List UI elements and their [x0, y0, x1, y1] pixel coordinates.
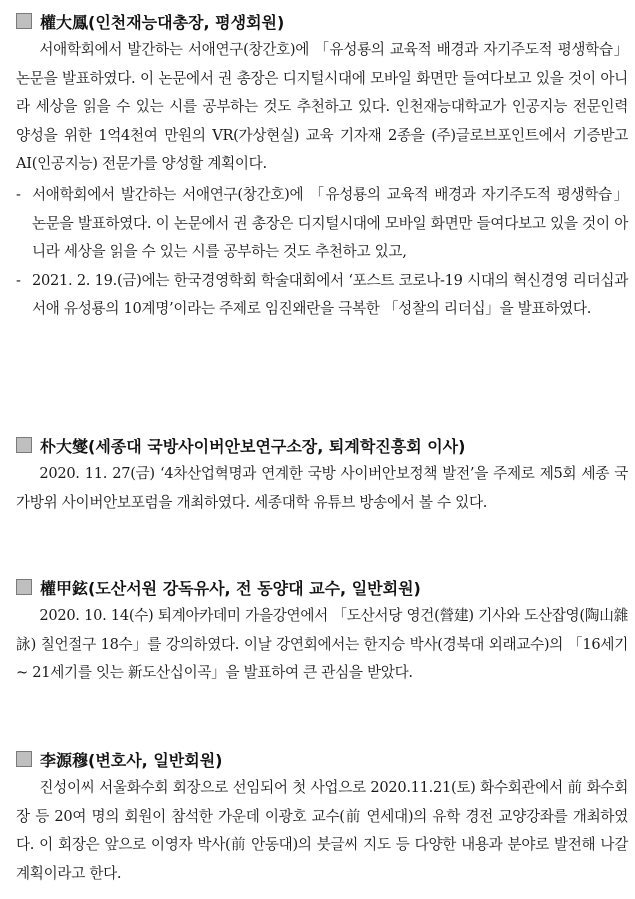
list-item-text: 서애학회에서 발간하는 서애연구(창간호)에 「유성룡의 교육적 배경과 자기주도적 평생학습」 논문을 발표하였다. 이 논문에서 권 총장은 디지털시대에 모바일 화면만 들여다보고 있을 것이 아니라 세상을 읽을 수 있는 시를 공부하는 것도 추천하고 있고,	[32, 185, 628, 261]
member-news-section-1	[16, 8, 628, 324]
list-item	[16, 267, 628, 324]
section-heading	[16, 574, 628, 600]
gray-square-bullet-icon	[16, 13, 32, 29]
section-heading-text: 朴大燮(세종대 국방사이버안보연구소장, 퇴계학진흥회 이사)	[40, 436, 466, 456]
section-paragraph: 진성이씨 서울화수회 회장으로 선임되어 첫 사업으로 2020.11.21(토) 화수회관에서 前 화수회장 등 20여 명의 회원이 참석한 가운데 이광호 교수(前 연세대)의 유학 경전 교양강좌를 개최하였다. 이 회장은 앞으로 이영자 박사(前 안동대)의 붓글씨 지도 등 다양한 내용과 분야로 발전해 나갈 계획이라고 한다.	[16, 779, 628, 882]
member-news-section-3	[16, 574, 628, 688]
section-heading-text: 權甲鉉(도산서원 강독유사, 전 동양대 교수, 일반회원)	[40, 578, 421, 598]
section-paragraph: 2020. 11. 27(금) ‘4차산업혁명과 연계한 국방 사이버안보정책 발전’을 주제로 제5회 세종 국가방위 사이버안보포럼을 개최하였다. 세종대학 유튜브 방송에서 볼 수 있다.	[16, 465, 628, 511]
dash-list	[16, 181, 628, 324]
section-heading	[16, 432, 628, 458]
dash-marker: -	[16, 185, 21, 203]
gray-square-bullet-icon	[16, 579, 32, 595]
member-news-section-4	[16, 746, 628, 888]
dash-marker: -	[16, 271, 21, 289]
section-paragraph: 2020. 10. 14(수) 퇴계아카데미 가을강연에서 「도산서당 영건(營建) 기사와 도산잡영(陶山雜詠) 칠언절구 18수」를 강의하였다. 이날 강연회에서는 한지승 박사(경북대 외래교수)의 「16세기 ~ 21세기를 잇는 新도산십이곡」을 발표하여 큰 관심을 받았다.	[16, 607, 628, 682]
section-heading-text: 權大鳳(인천재능대총장, 평생회원)	[40, 12, 285, 32]
section-paragraph: 서애학회에서 발간하는 서애연구(창간호)에 「유성룡의 교육적 배경과 자기주도적 평생학습」 논문을 발표하였다. 이 논문에서 권 총장은 디지털시대에 모바일 화면만 들여다보고 있을 것이 아니라 세상을 읽을 수 있는 시를 공부하는 것도 추천하고 있다. 인천재능대학교가 인공지능 전문인력 양성을 위한 1억4천여 만원의 VR(가상현실) 교육 기자재 2종을 (주)글로브포인트에서 기증받고 AI(인공지능) 전문가를 양성할 계획이다.	[16, 41, 628, 173]
member-news-section-2	[16, 432, 628, 517]
section-heading	[16, 746, 628, 772]
gray-square-bullet-icon	[16, 751, 32, 767]
list-item-text: 2021. 2. 19.(금)에는 한국경영학회 학술대회에서 ‘포스트 코로나-19 시대의 혁신경영 리더십과 서애 유성룡의 10계명’이라는 주제로 임진왜란을 극복한 「성찰의 리더십」을 발표하였다.	[32, 271, 628, 318]
gray-square-bullet-icon	[16, 437, 32, 453]
list-item	[16, 181, 628, 267]
section-heading-text: 李源穆(변호사, 일반회원)	[40, 750, 223, 770]
section-heading	[16, 8, 628, 34]
